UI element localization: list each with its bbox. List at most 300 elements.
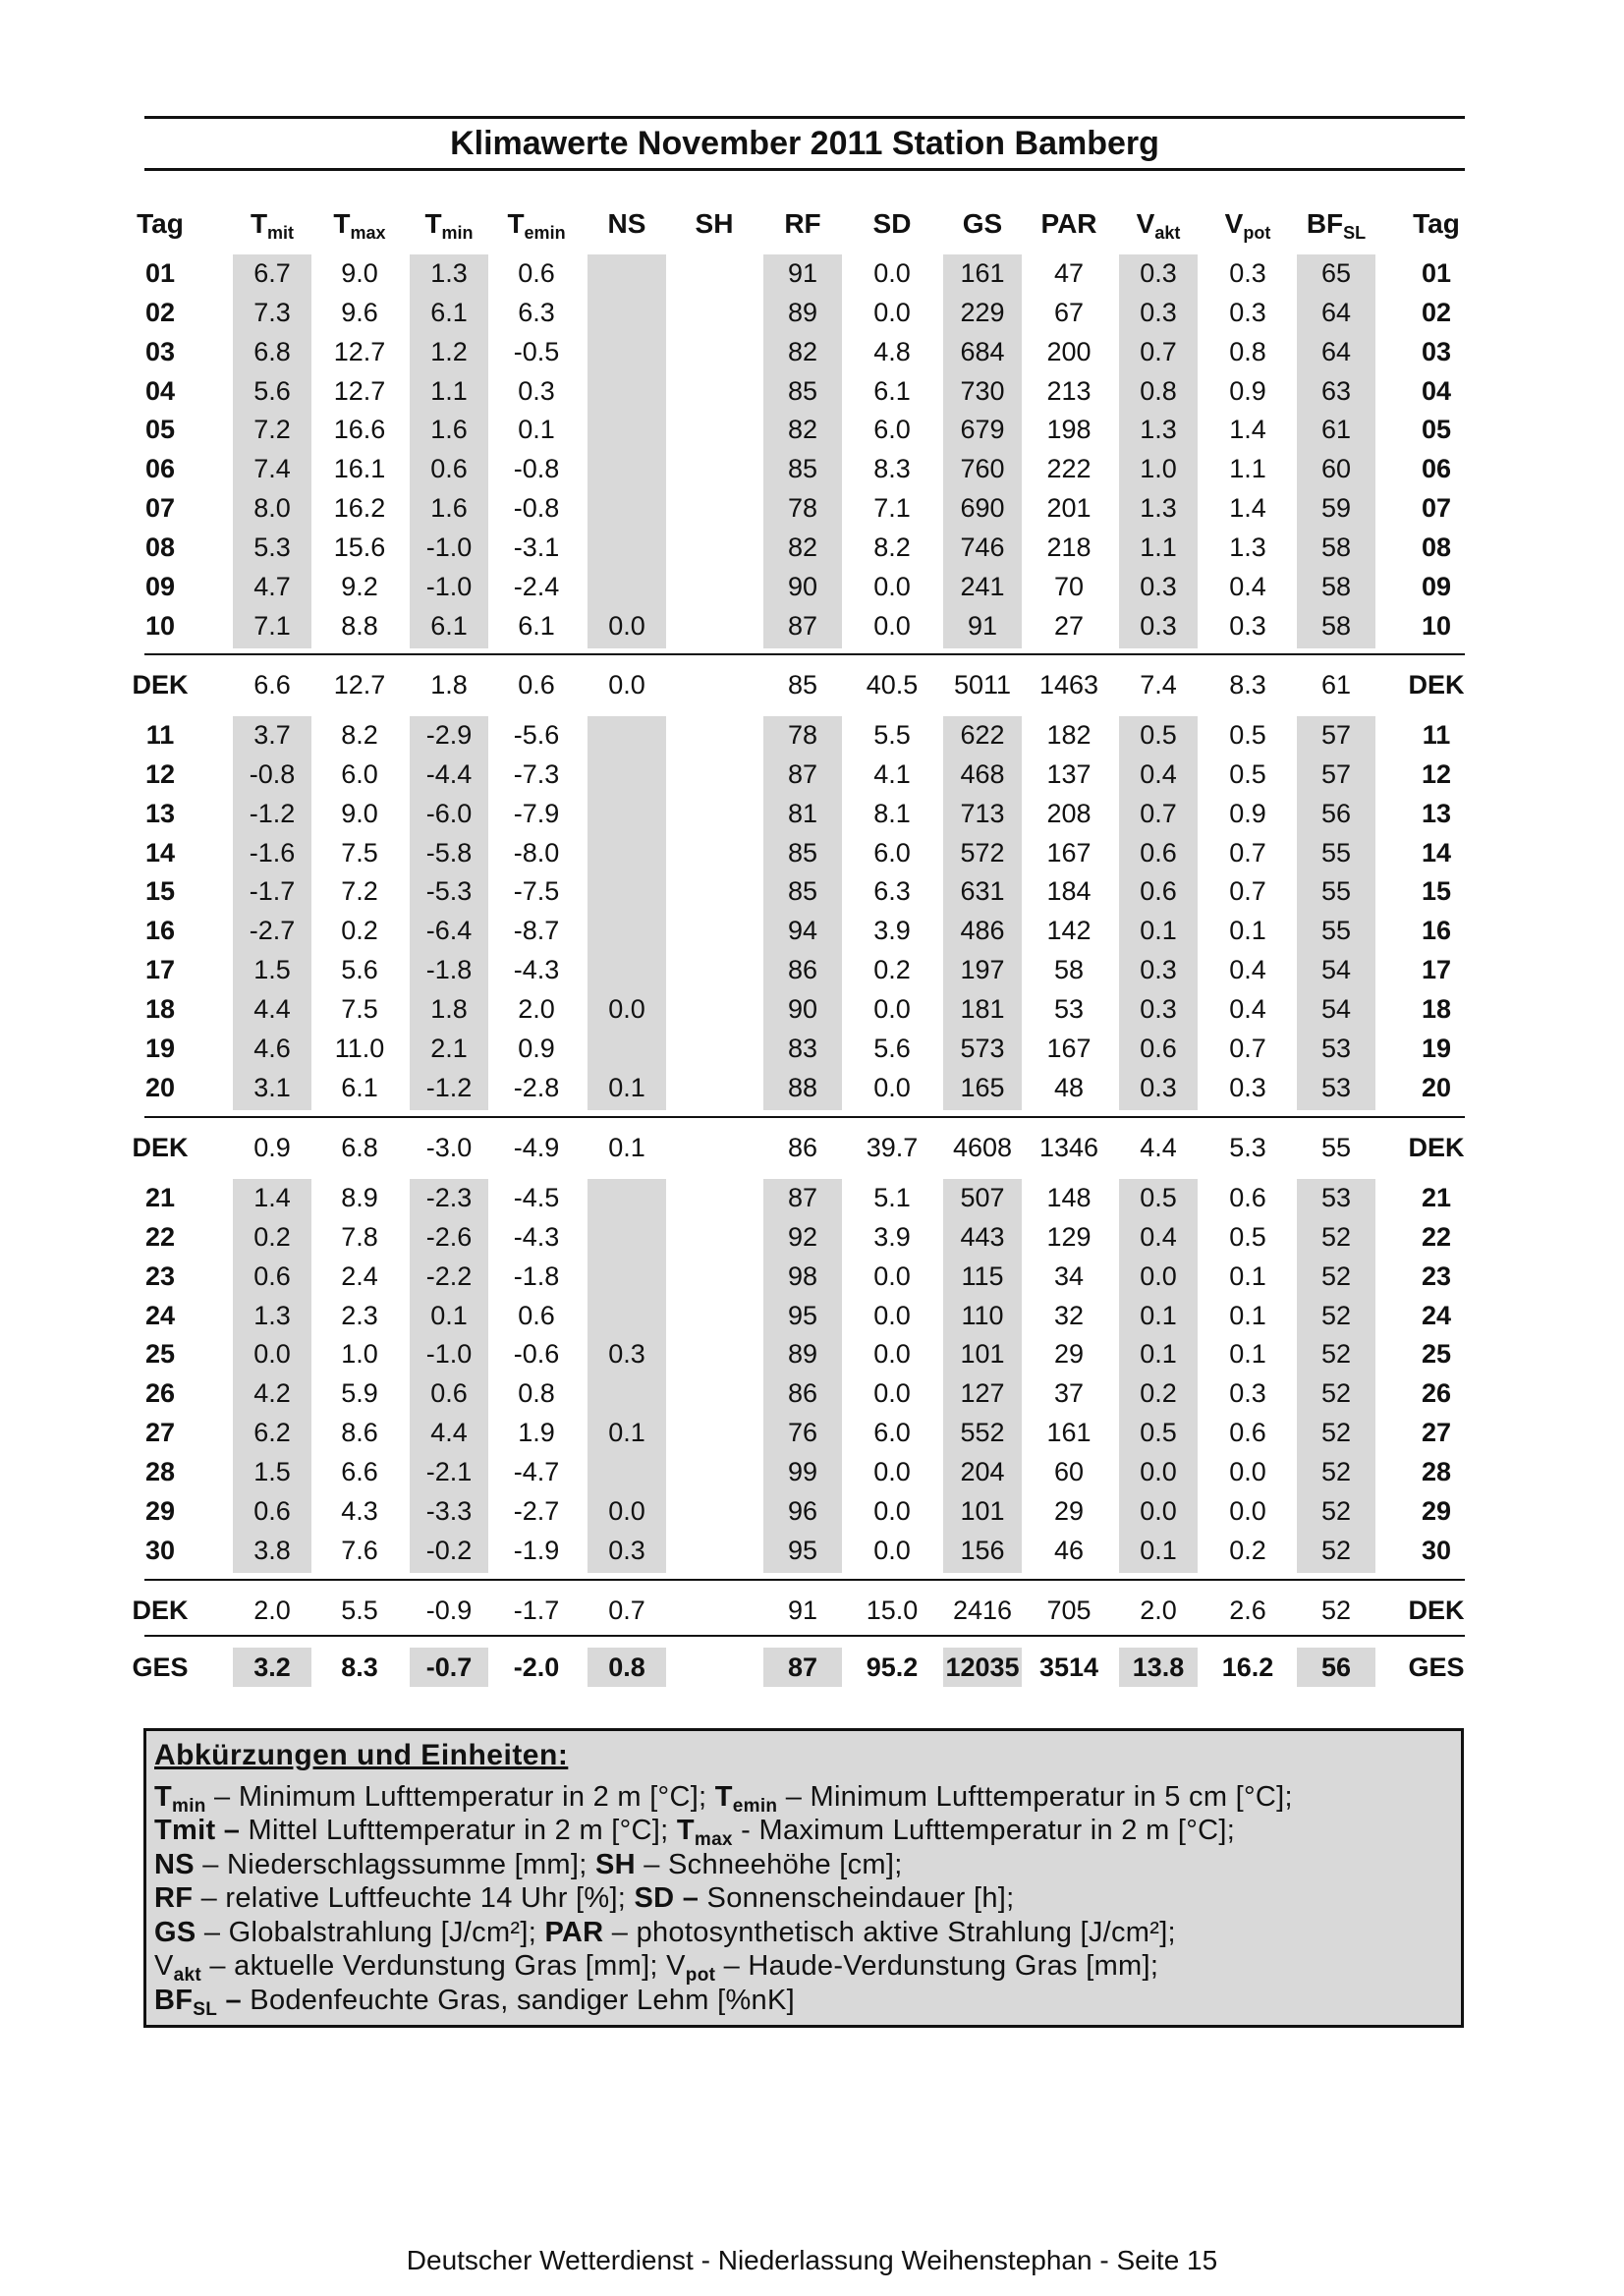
table-cell: 0.3 — [1140, 1072, 1177, 1102]
table-cell: -7.5 — [513, 876, 560, 907]
day-label: 30 — [144, 1535, 176, 1565]
table-cell: 0.0 — [608, 1495, 645, 1526]
table-cell: 0.6 — [1140, 1033, 1177, 1063]
table-cell: 53 — [1053, 993, 1085, 1024]
table-cell: 0.3 — [608, 1339, 645, 1370]
table-cell: 443 — [960, 1221, 1005, 1252]
table-cell: -7.9 — [513, 798, 560, 828]
summary-cell: -4.9 — [513, 1133, 560, 1162]
table-cell: 6.0 — [873, 1418, 911, 1448]
summary-cell: 91 — [787, 1596, 818, 1625]
table-cell: 5.6 — [253, 375, 291, 406]
table-cell: 53 — [1320, 1183, 1352, 1212]
table-cell: 0.4 — [1140, 758, 1177, 789]
summary-label: DEK — [132, 1596, 189, 1625]
table-cell: 12.7 — [333, 336, 386, 366]
table-cell: 204 — [960, 1456, 1005, 1486]
row-separator — [144, 653, 1465, 655]
table-cell: -8.7 — [513, 916, 560, 946]
table-cell: 208 — [1046, 798, 1092, 828]
table-cell: 1.3 — [1140, 415, 1177, 445]
table-cell: 486 — [960, 916, 1005, 946]
table-cell: 0.6 — [430, 454, 468, 484]
table-cell: -4.7 — [513, 1456, 560, 1486]
legend-line: NS – Niederschlagssumme [mm]; SH – Schneehöhe [cm]; — [154, 1849, 903, 1880]
table-cell: 713 — [960, 798, 1005, 828]
table-cell: 8.2 — [873, 532, 911, 562]
table-cell: 3.7 — [253, 720, 291, 750]
table-cell: 201 — [1046, 493, 1092, 524]
table-cell: 7.2 — [341, 876, 378, 907]
table-cell: -1.8 — [425, 955, 473, 985]
table-cell: 61 — [1320, 415, 1352, 445]
summary-cell: 85 — [787, 670, 818, 700]
table-cell: 0.0 — [873, 1535, 911, 1565]
table-cell: -0.8 — [249, 758, 296, 789]
table-cell: 0.8 — [518, 1378, 555, 1409]
table-cell: 213 — [1046, 375, 1092, 406]
legend-line: $V_{akt}$ – aktuelle Verdunstung Gras [mm]; $V_{pot}$ – Haude-Verdunstung Gras [mm]; — [154, 1950, 1159, 1986]
table-cell: 6.0 — [873, 837, 911, 868]
table-cell: 0.0 — [873, 610, 911, 641]
table-cell: 7.4 — [253, 454, 291, 484]
total-cell: 12035 — [945, 1652, 1020, 1682]
table-cell: 684 — [960, 336, 1005, 366]
column-header: $T_{min}$ — [424, 208, 474, 243]
table-cell: 690 — [960, 493, 1005, 524]
table-cell: 0.7 — [1229, 876, 1266, 907]
summary-cell: 39.7 — [866, 1133, 919, 1162]
table-cell: 6.3 — [873, 876, 911, 907]
table-cell: -5.6 — [513, 720, 560, 750]
day-label: 16 — [1421, 916, 1452, 946]
table-cell: 8.3 — [873, 454, 911, 484]
table-cell: 0.0 — [873, 1300, 911, 1330]
table-cell: -2.7 — [513, 1495, 560, 1526]
table-cell: 98 — [787, 1260, 818, 1291]
day-label: 23 — [1421, 1260, 1452, 1291]
table-cell: 0.3 — [1229, 610, 1266, 641]
day-label: 11 — [145, 720, 175, 750]
page-footer: Deutscher Wetterdienst - Niederlassung Weihenstephan - Seite 15 — [406, 2245, 1218, 2275]
table-cell: -6.4 — [425, 916, 473, 946]
table-cell: 4.2 — [253, 1378, 291, 1409]
table-cell: 60 — [1320, 454, 1352, 484]
table-cell: 12.7 — [333, 375, 386, 406]
summary-cell: 2.6 — [1229, 1596, 1266, 1625]
summary-cell: 6.6 — [253, 670, 291, 700]
summary-cell: 2.0 — [253, 1596, 291, 1625]
page-title: Klimawerte November 2011 Station Bamberg — [144, 116, 1465, 171]
table-cell: 29 — [1053, 1495, 1085, 1526]
table-cell: 1.3 — [1229, 532, 1266, 562]
table-cell: 142 — [1046, 916, 1092, 946]
table-cell: 0.3 — [518, 375, 555, 406]
table-cell: -3.3 — [425, 1495, 473, 1526]
table-cell: 52 — [1320, 1339, 1352, 1370]
table-cell: 5.9 — [341, 1378, 378, 1409]
table-cell: 89 — [787, 1339, 818, 1370]
day-label: 22 — [144, 1221, 176, 1252]
day-label: 14 — [1421, 837, 1452, 868]
table-cell: 6.7 — [253, 258, 291, 288]
table-cell: -1.0 — [425, 532, 473, 562]
table-cell: 156 — [960, 1535, 1005, 1565]
table-cell: 507 — [960, 1183, 1005, 1212]
table-cell: 0.0 — [873, 1495, 911, 1526]
summary-cell: 15.0 — [866, 1596, 919, 1625]
table-cell: 55 — [1320, 837, 1352, 868]
table-cell: 16.6 — [333, 415, 386, 445]
summary-cell: 4.4 — [1140, 1133, 1177, 1162]
day-label: 20 — [144, 1072, 176, 1102]
table-cell: 0.3 — [1229, 1378, 1266, 1409]
table-cell: 64 — [1320, 297, 1352, 327]
column-header: RF — [784, 208, 821, 239]
table-cell: 0.6 — [430, 1378, 468, 1409]
table-cell: 468 — [960, 758, 1005, 789]
total-label: GES — [1408, 1652, 1465, 1682]
table-cell: 0.1 — [1229, 1260, 1266, 1291]
table-cell: 0.5 — [1229, 720, 1266, 750]
table-cell: -1.2 — [249, 798, 296, 828]
table-cell: 59 — [1320, 493, 1352, 524]
table-cell: 167 — [1046, 837, 1092, 868]
column-header: $T_{max}$ — [333, 208, 386, 243]
table-cell: -4.3 — [513, 1221, 560, 1252]
table-cell: 54 — [1320, 955, 1352, 985]
day-label: 29 — [1421, 1495, 1452, 1526]
table-cell: 197 — [960, 955, 1005, 985]
table-cell: 94 — [787, 916, 818, 946]
table-cell: 52 — [1320, 1221, 1352, 1252]
table-cell: 55 — [1320, 916, 1352, 946]
table-cell: 9.0 — [341, 258, 378, 288]
table-cell: 0.0 — [873, 1378, 911, 1409]
table-cell: 6.3 — [518, 297, 555, 327]
table-cell: 0.7 — [1140, 798, 1177, 828]
summary-cell: 705 — [1046, 1596, 1092, 1625]
table-cell: 0.6 — [518, 258, 555, 288]
table-cell: 3.9 — [873, 916, 911, 946]
table-cell: 89 — [787, 297, 818, 327]
table-cell: 1.9 — [518, 1418, 555, 1448]
table-cell: 129 — [1046, 1221, 1092, 1252]
table-cell: 6.1 — [873, 375, 911, 406]
table-cell: 0.2 — [341, 916, 378, 946]
summary-cell: 7.4 — [1140, 670, 1177, 700]
row-separator — [144, 1635, 1465, 1637]
table-cell: 52 — [1320, 1378, 1352, 1409]
table-cell: 95 — [787, 1300, 818, 1330]
day-label: 06 — [1421, 454, 1452, 484]
total-cell: 8.3 — [341, 1652, 378, 1682]
table-cell: -4.4 — [425, 758, 473, 789]
total-cell: 0.8 — [608, 1652, 645, 1682]
summary-label: DEK — [1408, 1133, 1465, 1162]
summary-cell: 52 — [1320, 1596, 1352, 1625]
table-cell: -0.6 — [513, 1339, 560, 1370]
column-header: $T_{emin}$ — [507, 208, 566, 243]
summary-cell: 61 — [1320, 670, 1352, 700]
table-cell: 229 — [960, 297, 1005, 327]
column-header: PAR — [1040, 208, 1097, 239]
day-label: 21 — [1421, 1183, 1452, 1212]
day-label: 05 — [1421, 415, 1452, 445]
total-cell: 95.2 — [866, 1652, 919, 1682]
table-cell: -8.0 — [513, 837, 560, 868]
table-cell: 0.5 — [1229, 1221, 1266, 1252]
table-cell: 0.3 — [1140, 297, 1177, 327]
table-cell: 87 — [787, 1183, 818, 1212]
day-label: 05 — [144, 415, 176, 445]
table-cell: 2.3 — [341, 1300, 378, 1330]
table-cell: 4.1 — [873, 758, 911, 789]
table-cell: 52 — [1320, 1300, 1352, 1330]
table-cell: 0.8 — [1140, 375, 1177, 406]
day-label: 02 — [1421, 297, 1452, 327]
table-cell: 1.1 — [1140, 532, 1177, 562]
total-cell: 87 — [787, 1652, 818, 1682]
table-cell: 0.3 — [1140, 258, 1177, 288]
table-cell: 16.2 — [333, 493, 386, 524]
summary-cell: 5.3 — [1229, 1133, 1266, 1162]
table-cell: 85 — [787, 837, 818, 868]
summary-cell: 5011 — [953, 670, 1012, 700]
table-cell: 1.4 — [1229, 415, 1266, 445]
table-cell: 15.6 — [333, 532, 386, 562]
table-cell: 4.4 — [253, 993, 291, 1024]
table-cell: 58 — [1053, 955, 1085, 985]
table-cell: 7.6 — [341, 1535, 378, 1565]
table-cell: 86 — [787, 955, 818, 985]
day-label: 18 — [1421, 993, 1452, 1024]
table-cell: 0.4 — [1229, 571, 1266, 601]
table-cell: -2.8 — [513, 1072, 560, 1102]
table-cell: 0.1 — [1140, 1535, 1177, 1565]
day-label: 26 — [144, 1378, 176, 1409]
table-cell: 0.3 — [1140, 955, 1177, 985]
table-cell: 0.2 — [873, 955, 911, 985]
table-cell: 0.0 — [873, 1260, 911, 1291]
table-cell: 95 — [787, 1535, 818, 1565]
legend-box — [143, 1728, 1464, 2028]
table-cell: 86 — [787, 1378, 818, 1409]
summary-cell: 1346 — [1038, 1133, 1099, 1162]
table-cell: 101 — [960, 1339, 1005, 1370]
table-cell: 1.3 — [1140, 493, 1177, 524]
table-cell: 7.1 — [253, 610, 291, 641]
day-label: 15 — [144, 876, 176, 907]
table-cell: -0.8 — [513, 454, 560, 484]
table-cell: 6.0 — [873, 415, 911, 445]
table-cell: 165 — [960, 1072, 1005, 1102]
table-cell: 5.6 — [341, 955, 378, 985]
table-cell: 82 — [787, 532, 818, 562]
table-cell: 52 — [1320, 1260, 1352, 1291]
day-label: 08 — [144, 532, 176, 562]
table-cell: 7.8 — [341, 1221, 378, 1252]
table-cell: 47 — [1053, 258, 1085, 288]
day-label: 19 — [144, 1033, 176, 1063]
summary-cell: -0.9 — [425, 1596, 473, 1625]
table-cell: -2.6 — [425, 1221, 473, 1252]
table-cell: -6.0 — [425, 798, 473, 828]
table-cell: 3.8 — [253, 1535, 291, 1565]
day-label: 07 — [144, 493, 176, 524]
column-header: $V_{pot}$ — [1224, 208, 1271, 243]
summary-cell: 55 — [1320, 1133, 1352, 1162]
table-cell: 1.0 — [341, 1339, 378, 1370]
table-cell: 9.0 — [341, 798, 378, 828]
table-cell: 137 — [1046, 758, 1092, 789]
table-cell: 32 — [1053, 1300, 1085, 1330]
table-cell: -2.3 — [425, 1183, 473, 1212]
day-label: 09 — [144, 571, 176, 601]
table-cell: 127 — [960, 1378, 1005, 1409]
table-cell: 1.3 — [253, 1300, 291, 1330]
table-cell: 9.6 — [341, 297, 378, 327]
table-cell: 200 — [1046, 336, 1092, 366]
day-label: 23 — [144, 1260, 176, 1291]
table-cell: 0.7 — [1229, 837, 1266, 868]
table-cell: 0.5 — [1140, 720, 1177, 750]
day-label: 04 — [1421, 375, 1452, 406]
table-cell: 6.2 — [253, 1418, 291, 1448]
day-label: 03 — [1421, 336, 1452, 366]
table-cell: 7.2 — [253, 415, 291, 445]
legend-line: $BF_{SL}$ – Bodenfeuchte Gras, sandiger Lehm [%nK] — [154, 1985, 795, 2020]
total-cell: 16.2 — [1221, 1652, 1274, 1682]
table-cell: 730 — [960, 375, 1005, 406]
day-label: 25 — [1421, 1339, 1452, 1370]
table-cell: 4.6 — [253, 1033, 291, 1063]
table-cell: 9.2 — [341, 571, 378, 601]
table-cell: 8.9 — [341, 1183, 378, 1212]
table-cell: 5.1 — [873, 1183, 911, 1212]
table-cell: 57 — [1320, 758, 1352, 789]
column-header: Tag — [1413, 208, 1460, 239]
day-label: 10 — [144, 610, 176, 641]
column-shading — [588, 716, 666, 1110]
table-cell: 0.1 — [430, 1300, 468, 1330]
table-cell: 6.6 — [341, 1456, 378, 1486]
table-cell: 573 — [960, 1033, 1005, 1063]
day-label: 14 — [144, 837, 176, 868]
table-cell: 57 — [1320, 720, 1352, 750]
table-cell: 0.6 — [518, 1300, 555, 1330]
table-cell: 181 — [960, 993, 1005, 1024]
table-cell: 8.6 — [341, 1418, 378, 1448]
column-header: $BF_{SL}$ — [1306, 208, 1367, 243]
table-cell: 0.0 — [608, 610, 645, 641]
table-cell: 0.3 — [1229, 297, 1266, 327]
day-label: 11 — [1422, 720, 1451, 750]
summary-cell: 2.0 — [1140, 1596, 1177, 1625]
table-cell: -7.3 — [513, 758, 560, 789]
day-label: 09 — [1421, 571, 1452, 601]
table-cell: 1.1 — [1229, 454, 1266, 484]
table-cell: 1.5 — [253, 1456, 291, 1486]
table-cell: -1.7 — [249, 876, 296, 907]
row-separator — [144, 1116, 1465, 1118]
day-label: 16 — [144, 916, 176, 946]
table-cell: 0.7 — [1229, 1033, 1266, 1063]
table-cell: 96 — [787, 1495, 818, 1526]
table-cell: 5.5 — [873, 720, 911, 750]
table-cell: 0.0 — [1229, 1495, 1266, 1526]
summary-cell: 2416 — [952, 1596, 1013, 1625]
table-cell: 88 — [787, 1072, 818, 1102]
table-cell: 2.1 — [430, 1033, 468, 1063]
table-cell: 48 — [1053, 1072, 1085, 1102]
total-cell: -2.0 — [513, 1652, 560, 1682]
table-cell: 90 — [787, 571, 818, 601]
day-label: 13 — [1421, 798, 1452, 828]
table-cell: -2.1 — [425, 1456, 473, 1486]
summary-cell: 6.8 — [341, 1133, 378, 1162]
table-cell: -1.9 — [513, 1535, 560, 1565]
day-label: 21 — [144, 1183, 176, 1212]
table-cell: 6.1 — [518, 610, 555, 641]
table-cell: 0.1 — [608, 1072, 645, 1102]
table-cell: 8.8 — [341, 610, 378, 641]
table-cell: 1.0 — [1140, 454, 1177, 484]
table-cell: 0.9 — [1229, 798, 1266, 828]
table-cell: 0.0 — [873, 258, 911, 288]
column-header: $V_{akt}$ — [1136, 208, 1181, 243]
table-cell: 3.9 — [873, 1221, 911, 1252]
legend-line: RF – relative Luftfeuchte 14 Uhr [%]; SD – Sonnenscheindauer [h]; — [154, 1882, 1015, 1914]
table-cell: -1.0 — [425, 571, 473, 601]
column-header: NS — [607, 208, 646, 239]
table-cell: 161 — [960, 258, 1005, 288]
table-cell: 241 — [960, 571, 1005, 601]
total-cell: 13.8 — [1132, 1652, 1185, 1682]
summary-cell: 1.8 — [430, 670, 468, 700]
summary-cell: 1463 — [1038, 670, 1099, 700]
table-cell: 0.8 — [1229, 336, 1266, 366]
table-cell: 0.7 — [1140, 336, 1177, 366]
table-cell: 0.0 — [253, 1339, 291, 1370]
table-cell: -0.8 — [513, 493, 560, 524]
table-cell: 218 — [1046, 532, 1092, 562]
table-cell: 3.1 — [253, 1072, 291, 1102]
total-cell: -0.7 — [425, 1652, 473, 1682]
table-cell: 52 — [1320, 1495, 1352, 1526]
day-label: 22 — [1421, 1221, 1452, 1252]
table-cell: 1.8 — [430, 993, 468, 1024]
table-cell: 76 — [787, 1418, 818, 1448]
day-label: 24 — [1421, 1300, 1452, 1330]
summary-label: DEK — [132, 1133, 189, 1162]
total-label: GES — [132, 1652, 189, 1682]
table-cell: 0.4 — [1229, 993, 1266, 1024]
day-label: 12 — [1421, 758, 1452, 789]
day-label: 06 — [144, 454, 176, 484]
table-cell: 0.1 — [518, 415, 555, 445]
table-cell: 6.0 — [341, 758, 378, 789]
table-cell: -2.4 — [513, 571, 560, 601]
table-cell: 1.6 — [430, 493, 468, 524]
summary-cell: 12.7 — [333, 670, 386, 700]
row-separator — [144, 1579, 1465, 1581]
table-cell: 81 — [787, 798, 818, 828]
table-cell: 572 — [960, 837, 1005, 868]
table-cell: 101 — [960, 1495, 1005, 1526]
table-cell: -1.0 — [425, 1339, 473, 1370]
table-cell: 0.0 — [873, 1339, 911, 1370]
